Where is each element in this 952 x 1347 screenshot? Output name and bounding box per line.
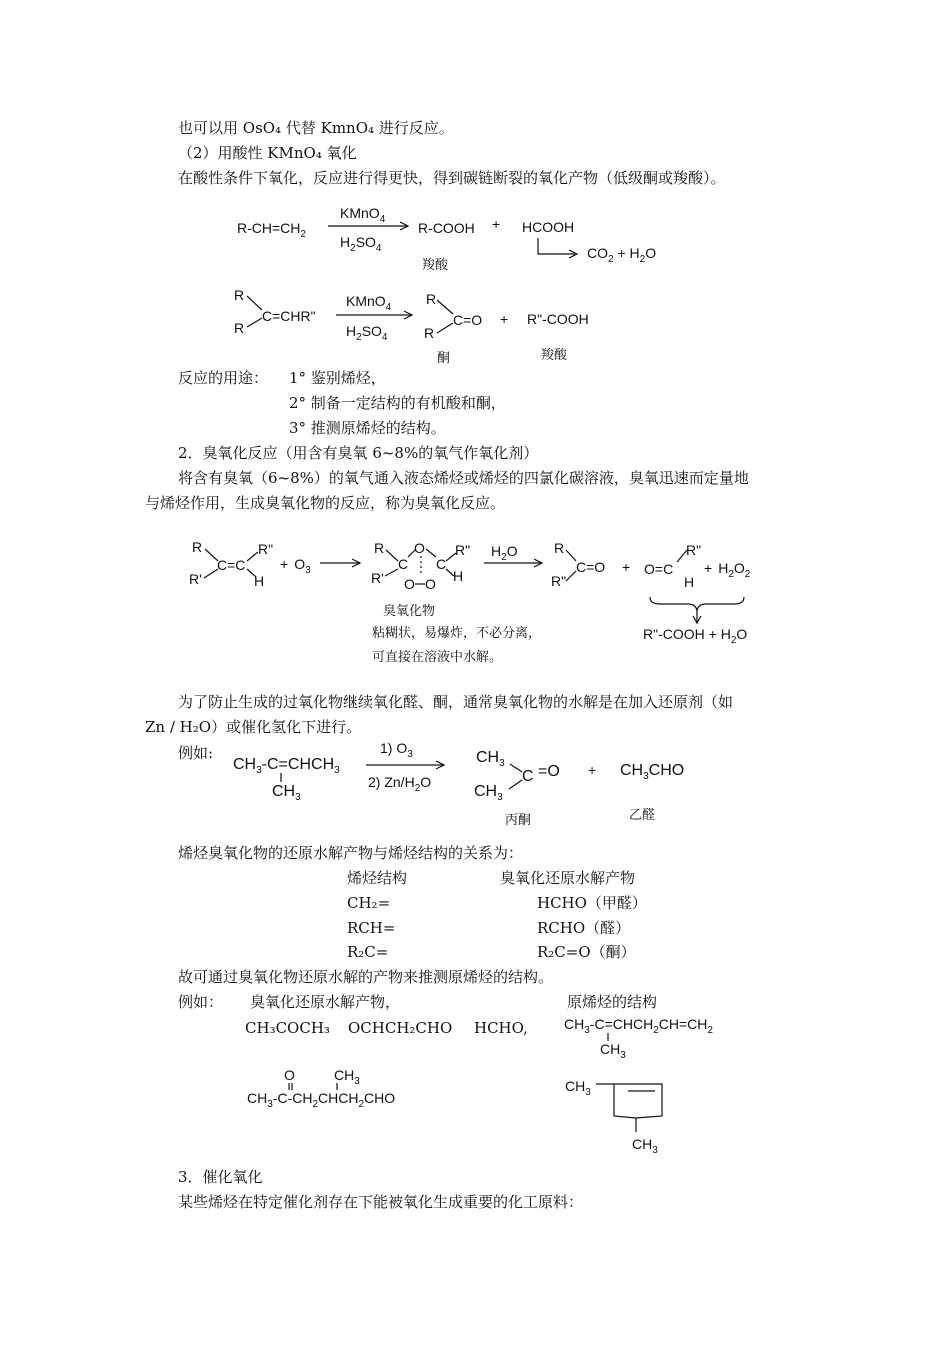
oz-alkene: C=C [217,557,246,573]
ex1-acetaldehyde: $CH_3CHO$ [620,762,685,782]
ex2-keto-methyl: $CH_3$ [334,1067,360,1087]
oz-prod-r2: R" [551,573,567,589]
ex1-label-acetone: 丙酮 [505,813,532,828]
ex2-keto-o: O [284,1067,295,1083]
oz-h: H [254,573,265,589]
ex1-plus: + [588,762,597,778]
oz-prod-h2o2: + $H_2O_2$ [704,560,751,580]
ozonide-r-prime: R' [371,570,384,586]
example-label-2: 例如： [178,993,224,1011]
ex1-step1: 1) $O_3$ [380,740,413,760]
rxn2-prod-r-bottom: R [424,325,435,341]
ex2-original-label: 原烯烃的结构 [567,993,658,1011]
reaction-example-1 [233,740,684,828]
catalytic-heading: 3．催化氧化 [178,1168,263,1186]
reaction-acidic-internal [234,287,589,366]
oz-h2o: $H_2O$ [491,543,518,563]
use-2: 2° 制备一定结构的有机酸和酮， [289,394,506,412]
oz-prod-bond2 [566,571,576,581]
ex1-bond-bottom [509,780,522,789]
oz-r: R [192,539,203,555]
ozonide-r: R [374,540,385,556]
rxn1-reagent-top: KMnO$_4$ [340,205,386,225]
ex1-bond-top [510,764,522,772]
section-acidic-kmno4: （2）用酸性 KMnO₄ 氧化 [178,144,357,162]
row3-alkene: R₂C= [347,943,389,961]
ozonide-h: H [453,568,464,584]
rxn2-r-bottom: R [234,320,245,336]
catalytic-para: 某些烯烃在特定催化剂存在下能被氧化生成重要的化工原料： [178,1193,584,1211]
ozone-para-1: 将含有臭氧（6~8%）的氧气通入液态烯烃或烯烃的四氯化碳溶液，臭氧迅速而定量地 [178,469,749,487]
relation-line: 烯烃臭氧化物的还原水解产物与烯烃结构的关系为： [178,844,524,862]
rxn1-reactant: $R-CH=CH_2$ [237,220,306,240]
oz-r-prime: R' [189,571,202,587]
oz-prod-bond1 [566,550,576,561]
prevent-para-2: Zn / H₂O）或催化氢化下进行。 [145,718,362,736]
row1-alkene: CH₂= [347,894,391,912]
ozone-heading: 2．臭氧化反应（用含有臭氧 6~8%的氧气作氧化剂） [178,444,539,462]
line-osmium: 也可以用 OsO₄ 代替 KmnO₄ 进行反应。 [178,119,454,137]
ex2-product-dialdehyde: OCHCH₂CHO [348,1019,453,1037]
uses-label: 反应的用途： [178,369,269,387]
ex2-product-formaldehyde: HCHO, [474,1019,528,1037]
use-1: 1° 鉴别烯烃， [289,369,386,387]
rxn2-prod-r-top: R [426,291,437,307]
rxn2-label-acid: 羧酸 [541,348,568,363]
example-2-structures [247,1016,713,1156]
col-product-header: 臭氧化还原水解产物 [500,869,636,887]
ex1-label-acetaldehyde: 乙醛 [629,808,656,823]
oz-bond3 [247,552,258,561]
rxn2-prod-acid: R"-COOH [527,311,589,327]
rxn2-bond-bottom [247,318,262,327]
ex2-product-acetone: CH₃COCH₃ [245,1019,330,1037]
rxn2-bond-top [247,296,262,310]
oz-brace [650,597,744,611]
ozonide-o-bl: O [404,576,415,592]
ex1-prod-ch3-bottom: $CH_3$ [474,783,503,803]
reaction-ozonolysis [189,539,751,665]
col-alkene-header: 烯烃结构 [347,869,408,887]
oz-prod-h: H [684,574,695,590]
prevent-para-1: 为了防止生成的过氧化物继续氧化醛、酮，通常臭氧化物的水解是在加入还原剂（如 [178,693,734,711]
rxn1-product-formic: HCOOH [522,219,575,235]
ex1-reactant: $CH_3-C=CHCH_3$ [233,756,340,776]
ex1-prod-carbon: C [522,768,534,785]
reaction-acidic-terminal [237,205,656,273]
row2-alkene: RCH= [347,919,396,937]
rxn1-product-acid: R-COOH [418,220,475,236]
ex1-prod-ch3-top: $CH_3$ [476,749,505,769]
oz-prod-r: R [554,540,565,556]
rxn1-label-acid: 羧酸 [422,258,449,273]
ex2-ring [596,1084,662,1118]
ex1-methyl: $CH_3$ [272,783,301,803]
example-label-1: 例如: [178,744,214,762]
row1-product: HCHO（甲醛） [537,894,647,912]
ozone-para-2: 与烯烃作用，生成臭氧化物的反应，称为臭氧化反应。 [145,494,506,512]
ex2-ring-ch3-top: $CH_3$ [565,1078,591,1098]
rxn1-co2-h2o: $CO_2 + H_2O$ [587,245,657,265]
oz-prod-r3: R" [686,542,702,558]
row2-product: RCHO（醛） [537,919,631,937]
oz-plus: + $O_3$ [280,556,311,576]
ex1-prod-oxygen: =O [538,763,560,780]
rxn1-plus: + [492,216,501,232]
rxn2-prod-bond-bottom [437,323,453,333]
rxn2-prod-bond-top [437,300,453,314]
rxn2-plus: + [500,311,509,327]
ozonide-o-br: O [425,576,436,592]
ozonide-bond-o2 [426,549,436,557]
ozonide-label: 臭氧化物 [383,604,436,619]
ex1-step2: 2) $Zn/H_2O$ [368,774,432,794]
use-3: 3° 推测原烯烃的结构。 [289,419,446,437]
oz-r2: R" [258,541,274,557]
oz-prod-aldehyde: O=C [644,561,674,577]
ozonide-r2: R" [455,542,471,558]
oz-final-products: R"-COOH + $H_2O$ [643,626,748,646]
ozonide-c1: C [398,556,409,572]
ex2-chain-methyl: $CH_3$ [600,1041,626,1061]
rxn2-r-top: R [234,287,245,303]
ozonide-c2: C [436,556,447,572]
rxn2-prod-ketone: C=O [453,312,483,328]
rxn2-reactant: C=CHR" [262,308,316,324]
rxn1-reagent-bottom: $H_2SO_4$ [340,234,382,254]
row3-product: R₂C=O（酮） [537,943,636,961]
ex2-ketoaldehyde: $CH_3-C-CH_2CHCH_2CHO$ [247,1090,396,1110]
rxn2-label-ketone: 酮 [437,351,451,366]
ozonide-note-2: 可直接在溶液中水解。 [372,650,503,665]
rxn2-reagent-bottom: $H_2SO_4$ [346,323,388,343]
ozonide-o-top: O [414,540,425,556]
oz-bond2 [204,569,218,578]
ozonide-bond1 [386,550,398,561]
ex2-original-chain: $CH_3-C=CHCH_2CH=CH_2$ [564,1016,713,1036]
infer-line: 故可通过臭氧化物还原水解的产物来推测原烯烃的结构。 [178,968,554,986]
oz-prod-plus: + [622,559,631,575]
ex2-ring-ch3-bottom: $CH_3$ [632,1136,658,1156]
line-acidic-desc: 在酸性条件下氧化，反应进行得更快，得到碳链断裂的氧化产物（低级酮或羧酸）。 [178,169,726,187]
ozonide-bond2 [385,569,398,576]
rxn1-hcooh-arrow [538,238,575,254]
ozonide-note-1: 粘糊状，易爆炸，不必分离， [372,626,542,641]
oz-prod-ketone: C=O [576,559,606,575]
ex2-products-label: 臭氧化还原水解产物， [250,993,401,1011]
rxn2-reagent-top: KMnO$_4$ [346,293,392,313]
